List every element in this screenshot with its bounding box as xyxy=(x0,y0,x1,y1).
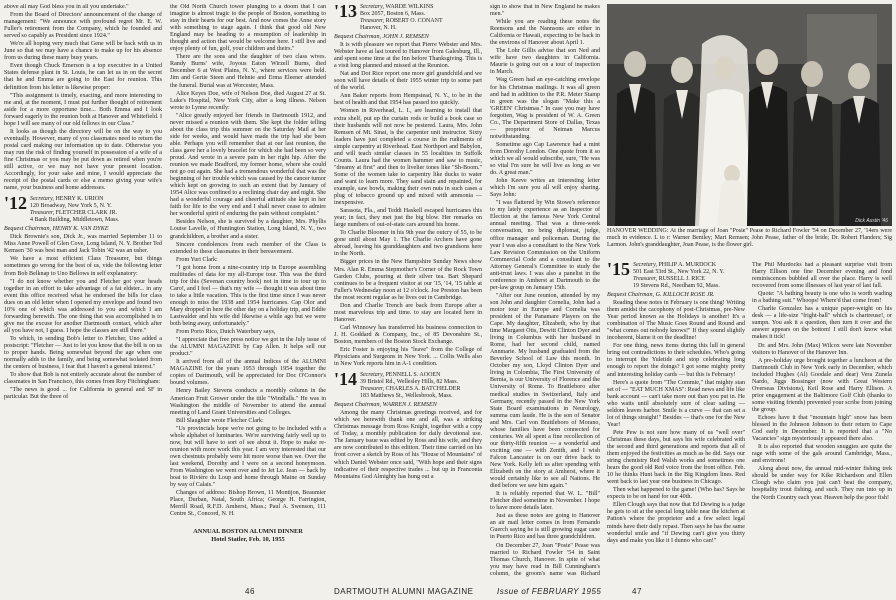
paragraph: It is also reported that wooden snuggies are quite the rage with some of the gals around Cambridge, Mass., and environs! xyxy=(752,444,892,465)
paragraph: "Alice greatly enjoyed her friends in Dartmouth 1912, and never missed a reunion with them. She kept the folder telling about the class trip this summer on the Saturday Mail at her side for weeks, and would have made the trip had she been able. Perhaps you will remember that at our last reunion, the class gave her a lovely bracelet for which she had been so very proud. And wrote in a severe pain in her right hip. After the reunion we made Bradford, my former home, where she could not go out again. She had a tremendous wonderful that was the beginning of her trouble which was caused by the cancer tumor which kept on growing to such an extent that by January of 1954 Alice was confined to a reclining chair day and night. She had a wonderful courage and cheerful attitude she kept in her faith for life to the very end and I shall never cease to admire her wonderful spirit of enduring the pain without complaint." xyxy=(170,112,326,218)
paragraph: "Us provincials hope we're not going to be included with a whole alphabet of luminaries. We're surviving fairly well up to now, but will have to sort of see about it. Hope to make re-reunion with more work this year. I am very interested that our own chestnuts probably were hit more worse than we. Over the last weekend, Dorothy and I were on a second honeymoon. From Washington we went over and to Jet Le. Jean — back by boat to Rivière du Loup and home through Maine on Sunday by way of Calais." xyxy=(170,425,326,489)
paragraph: It is with pleasure we report that Pierre Webster and Mrs. Webster have at last toured to Hanover from Galesburg, Ill., and spent some time at the Inn before Thanksgiving. This is a visit long planned and missed at the Reunion. xyxy=(334,42,482,70)
paragraph: Charlie Gonzalez has a unique paper-weight on his desk — a life-size "fright-ball" which is chartreuse!, or sumpn. You ask it a question, then turn it over and the answer appears on the bottom! I still don't know what makes it tick! xyxy=(752,306,892,341)
paragraph: From the Board of Directors' announcement of the change of management: "We announce with profound regret Mr. E. W. Fuller's retirement from the Company, which he founded and served so capably as President since 1924." xyxy=(4,12,162,40)
column-5 xyxy=(607,262,745,578)
paragraph: Sometime ago Cap Lawrence had a mint from Dorothy London. One quote from it so which we all would subscribe, sure, "He was so vital I'm sure he will live as long as we do. A great man." xyxy=(490,141,600,177)
bequest-chairman: Bequest Chairman, HENRY K. VAN DYKE xyxy=(4,226,109,233)
paragraph: Changes of address: Bishop Brown, 11 Montijon, Beaumier Place, Durban, Natal, South Africa; George H. Farrington, Merrill Road, R.F.D. Amherst, Mass.; Paul A. Swenson, 111 Centre St., Concord, N. H. xyxy=(170,490,326,518)
bequest-chairman: Bequest Chairman, JOHN J. REMSEN xyxy=(334,34,429,40)
paragraph: It looks as though the directory will be on the way to you eventually. However, many of you classmates need to return the postal card making our information up to date. Otherwise you may run the risk of finding yourself in possession of a wife of a fine Christmas or you may be put down as retired when you're still active, or we may not have your present location. Accordingly, for your sake and mine, I would appreciate the receipt of the postal cards or else a memo giving your wife's name, your business and home addresses. xyxy=(4,128,162,192)
column-2 xyxy=(170,4,326,578)
paragraph: "The news is good ... for California in general and SF in particular. But the three of xyxy=(4,387,162,401)
paragraph: Ann Baker reports from Hempstead, N. Y., to be in the best of health and that 1954 has passed too quickly. xyxy=(334,93,482,107)
paragraph: The Lohr Gillis advise that son Ned and wife have two daughters in California. Maurie is going out on a tour of inspection in March. xyxy=(490,48,600,76)
column-4 xyxy=(490,4,600,578)
paragraph: We have a most efficient Class Treasurer, but things sometimes go wrong for the best of us, vide the following letter from Bob Belknap to Uno Bellows in self explanatory: xyxy=(4,256,162,277)
wedding-photo xyxy=(607,4,892,226)
paragraph: Nat and Dot Rice report one more girl grandchild and we soon will have details of their 1955 winter trip to some part of the world. xyxy=(334,71,482,92)
paragraph: Quote: "A bathing beauty is one who is worth wading in a bathing suit." Whoops! Where'd that come from! xyxy=(752,291,892,305)
paragraph: John Keeve writes an interesting letter which I'm sure you all will enjoy sharing. Says John: xyxy=(490,178,600,199)
paragraph: It arrived from all of the annual Indices of the ALUMNI MAGAZINE for the years 1953 through 1954 together the copies of Dartmouth, will be appreciated for Doc O'Connor's bound volumes. xyxy=(170,359,326,387)
bequest-chairman: Bequest Chairman, G. KILLOCH ROSE JR. xyxy=(607,292,715,298)
paragraph: Among the many Christmas greetings received, and for which we herewith thank one and all, was a striking Christmas message from Ross Knight, together with a copy of Today, a monthly publication for daily devotional use. The January issue was edited by Ross and his wife, and they are now contributed to this edition. Their time carried on his front cover a sketch by Ross of his "House of Mountains" of which Daniel Webster once said, "With hope and their signs indicative of their respective trades ... but up in Franconia Mountains God Almighty has hung out a xyxy=(334,410,482,480)
paragraph: Dr. and Mrs. John (Max) Wilcox were late November visitors to Hanover of the Hanover Inn. xyxy=(752,342,892,356)
paragraph: There are the sons and the daughter of two class wives. Randy Burns' wife, Joyous Eaton Wirzell Burns, died December 6 at West Plains, N. Y., where services were held. Jim and Gertie Steen and Hehnie and Erma Eleener attended the funeral. Burial was at Worcester, Mass. xyxy=(170,54,326,89)
paragraph: From Yuri Clark: xyxy=(176,256,218,263)
paragraph: Women in Riverhead, L. I., are learning to install that extra shelf, put up the curtain rods or build a book case so their husbands will not now be pestered. Laura, Mrs. John Remsen of Mt. Sinai, is the carpenter unit instructor. Sixty leaders have just completed a course in the rudiments of simple carpentry at Riverhead. East Northport and Babylon, and will teach similar classes in 55 localities in Suffolk Counts. Laura had the women hammer and saw to music, "dreamy at first" and then to livelier tones like "Sh-Boom." Some of the women take to carpentry like ducks to water and want to learn more. They sand stain and repainted, for example, saw bowls, making their own nuts in such cases a plug of tobacco ground up and mixed with ammonia — inexpensive. xyxy=(334,108,482,207)
paragraph: Besides Nelson, she is survived by a daughter, Mrs. Phyllis Louise Lavelle, of Huntington Station, Long Island, N. Y., two grandchildren, a brother and a sister. xyxy=(170,219,326,240)
page-number-right: 47 xyxy=(632,587,642,596)
paragraph: sign to show that in New England he makes men." xyxy=(490,4,600,18)
class-number: '14 xyxy=(334,369,358,390)
paragraph: We're all hoping very much that Gene will be back with us in June so that we may have a chance to make up for his absence from us during these many busy years. xyxy=(4,41,162,62)
paragraph: "This assignment is timely, exacting, and more interesting to me and, at the moment, I must put further thought of retirement aside for a more opportune time... Both Emma and I look forward eagerly to the reunion both at Hanover and Whitefield. I hope I will see many of our old fellows in our Class." xyxy=(4,92,162,127)
paragraph: To Charlie Bloomer in his 9th year the outcry of 55, to be gone until about May 1. The Charlie Archers have gone abroad, leaving his granddaughters and two grandsons here in the North. xyxy=(334,230,482,258)
paragraph: Here's a quote from "The Commie," that mighty stan set of — "EAT MUCH XMAS": Read news and life like bank account — can't take more out than you put in. He who waits until absolutely sure of clear sailing — seldom leaves harbor. Smile is a curve — that can set a lot of things straight!" Besides — that's one for the New Year! xyxy=(607,379,745,428)
paragraph: "I do not know whether you and Fletcher got your heads together in an effort to take advantage of a fat eldster... in any event this office received what he endorsed the bills for class dues on an old letter when I opened my envelope and found two 10% one of which was addressed to you and which I am forwarding herewith. The one thing that was accomplished is to give me the excuse for another Dartmouth contact, which after all you have not, I guess. I hope the classes are still there." xyxy=(4,278,162,334)
paragraph: Just as these notes are going to Hanover an air mail letter comes in from Fernando Guerch saying he is still growing sugar cane in Puerto Rico and has three grandchildren. xyxy=(490,513,600,541)
paragraph: Sincere condolences from each member of the Class is extended to these classmates in their bereavement. xyxy=(170,241,326,255)
paragraph: Even though Chuck Emerson is a top executive in a United States defense plant in St. Louis, he can let us in on the secret that he and Emma are going to the East for reunion. This definition from his letter is likewise proper: xyxy=(4,63,162,91)
paragraph: From Porto Rico, Dutch Waterbury says, xyxy=(176,329,276,336)
paragraph: Wag Green had an eye-catching envelope for his Christmas mailings. It was all green and had in addition to the P.R. Meter Stamp in green was the slogan "Make this a 'GREEN' Christmas." In case you may have forgotten, Wag is president of W. A. Green Co., The Department Store of Dallas, Texas — proprietor of Neiman Marcus notwithstanding. xyxy=(490,77,600,140)
paragraph: above all may God bless you in all you undertake." xyxy=(4,4,129,10)
column-1 xyxy=(4,4,162,578)
photo-credit: Dick Austin '46 xyxy=(855,218,888,224)
paragraph: Eric Foster is enjoying his "leave" from the College of Physicians and Surgeons in New York. ... Collis Wells also in New York reports him in A-1 condition. xyxy=(334,347,482,368)
paragraph: "I appreciate that free press notice we got in the July issue of the ALUMNI MAGAZINE by Cap Allen. It helps sell our product." xyxy=(170,337,326,358)
paragraph: To show that Bob is not entirely accurate about the number of classmates in San Francisco, this comes from Roy Fitchingham: xyxy=(4,372,162,386)
column-3 xyxy=(334,4,482,578)
paragraph: While you are reading these notes the Reensons and the Nannsons are either in California or Hawaii, expecting to be back in the environs of Hanover about April 1. xyxy=(490,19,600,47)
paragraph: Sarasota, Fla., and Teddi Haskell escaped hurricanes this year; in fact, they met just the big blow. Her remarks on large numbers of out-of-state cars around his home. xyxy=(334,208,482,229)
paragraph: Bigger prices in the New Hampshire Sunday News show Mrs. Alan R. Emma Stepmother's Corner of the Rock Town Garden Clubs, pouring at their silver tea. Bart Shepard continues to be a frequent visitor at our '15, '14, '15 table at Fuller's Wednesday noon at 12 o'clock. Joe Preston has been the most recent regular as he lives out in Cambridge. xyxy=(334,259,482,301)
dinner-notice: ANNUAL BOSTON ALUMNI DINNER Hotel Statler, Feb. 10, 1955 xyxy=(193,528,303,543)
paragraph: On December 27, Joan "Posie" Pease was married to Richard Fowler '54 in Saint Thomas Church, Hanover. In spite of what you may have read in Bill Cunningham's column, the groom's name was Richard xyxy=(490,542,600,577)
class-heading-12 xyxy=(4,193,162,224)
class-officers: Secretary, PHILIP A. MURDOCK 501 East 53rd St., New York 22, N. Y. Treasurer, RUSSELL J. RICE 19 Stevens Rd., Needham 92, Mass. xyxy=(633,262,725,289)
class-number: '12 xyxy=(4,193,28,214)
paragraph: Bill Slaughter wrote Fletcher Clark: xyxy=(176,417,264,424)
paragraph: Carl Winnowy has transferred his business connection to J. H. Goddard & Company, Inc., of 85 Devonshire St., Boston, members of the Boston Stock Exchange. xyxy=(334,324,482,345)
paragraph: "I got home from a nine-country trip in Europe assembling multitudes of data for my all-Europe tour. This was the third trip for this (Sevenan country book) not in time to tour up to Caro!, and I feel — that's my wife — thought it was about time to take a little vacation. This is the first time since I was never enough to miss the 1938 and 1954 hurricanes. Cap Olor and Mary dropped in here the other day on a holiday trip, and Eddie Lastwalder and his wife did likewise a while ago but we were both being away, unfortunately." xyxy=(170,264,326,328)
photo-caption: HANOVER WEDDING: At the marriage of Joan "Posie" Pease to Richard Fowler '54 on December 27, '14ers were much in evidence. L to r: Warner Bentley; Mart Remsen; John Pease, father of the bride; Dr. Robert Flanders; Sig Larmon. John's granddaughter, Joan Pease, is the flower girl. xyxy=(607,228,892,248)
paragraph: Don and Charlie Trench are back from Europe after a most marvelous trip and time. to stay are located here in Hanover. xyxy=(334,302,482,323)
paragraph: For one thing, news items during this lull in general bring out contradictions to their schedules. Who's going to interrupt the Yuletide and stop celebrating long enough to report the doings? I got some mighty pretty and interesting holiday cards — but this is February! xyxy=(607,343,745,378)
paragraph: Pete Pew is not sure how many of us "well over" Christmas these days, but says his wife celebrated with the second and third generations and reports that all of them enjoyed the festivities as much as he did. Says our string chemistry Red Walsh works and sometimes one hears the good old Red voice from the front office. Feb. 10 he thinks Hunt back in the Big Kingdom lines. Red went back to last year one business in Chicago. xyxy=(607,429,745,486)
class-heading-15 xyxy=(607,262,745,290)
paragraph: Ellen Clough says that now that Ed Dewing is a judge he gets to sit at the special long table near the kitchen at Patton's where the proprietor and a few select legal minds have their daily repast. Then says he has the same wonderful smile and "if Dewing can't give you thirty days and make you like it I dunno who can!" xyxy=(607,502,745,544)
paragraph: It is reliably reported that W. L. "Bill" Fletcher died sometime in November. I hope to have more details later. xyxy=(490,491,600,512)
paragraph: Henry Bailey Stevens conducts a monthly column in the American Fruit Grower under the title "Windfalls." He was in Washington the middle of November to attend the annual meeting of Land Grant Universities and Colleges. xyxy=(170,388,326,416)
paragraph: Echoes have it that "mountain high" snow has been blessed in the Johnson Johnson to their return to Cape Cod early in December. It is reported that a "No Vacancies" sign mysteriously appeared there also. xyxy=(752,414,892,443)
magazine-title: DARTMOUTH ALUMNI MAGAZINE xyxy=(334,587,474,596)
class-heading-13 xyxy=(334,4,482,32)
paragraph: the Old North Church tower plunging to a doom that I can imagine is almost tragic to the people of Boston, something to stay in their hearts for our best. And now comes the Anne story with something to stage again. I think that good old New England may be heading to a resumption of leadership in thought and action that would be welcome here. I still live and enjoy plenty of fun, golf, your children and theirs." xyxy=(170,4,326,53)
class-officers: Secretary, PENNELL S. AOOEN 39 Bristol Rd., Wellesley Hills, 82 Mass. Treasurer, CHARLES A. BATCHELDER 183 Matthews St., Wellesbrook, Mass. xyxy=(360,372,461,400)
paragraph: A pre-holiday urge brought together a luncheon at the Dartmouth Club in New York early in December, which included Hughes (Al) Goodale and dear) Vera Zunela Nardo, Jiggs Bossinger (now with Great Western Overseas Divisions), Keil Rose and Harry Ellison. A prior engagement at the Baltimore Golf Club (thanks to some visiting friends) prevented your scribe from joining the group. xyxy=(752,357,892,413)
paragraph: "I was flattered by Win Stowe's reference to my lately experience as an Inspector of Election at the famous New York Central annual meeting. That was a three-week conversation, no being diplomat, judge, office manager and policeman. During the year I was also a consultant to the New York Law Revision Commission on the Uniform Commercial Code and a consultant to the Attorney General's Committee to study the anti-trust laws. I was also a panelist in the conference in Amherst at Dartmouth to the per-law group on January 15th. xyxy=(490,200,600,291)
issue-date: Issue of FEBRUARY 1955 xyxy=(497,587,602,596)
paragraph: Reading these notes in February is one thing! Writing them amidst the cacophony of post-Christmas, pre-New Year period known as the Holidays is another! It's a combination of The Music Goes Round and Round and "what comes out nobody knows!" If they sound slightly incoherent, blame it on the deadline! xyxy=(607,300,745,342)
wedding-photo-illustration xyxy=(607,4,892,226)
paragraph: Then what happened to the game! (Who has? Says he expects to be on hand for our 40th. xyxy=(607,487,745,501)
class-number: '15 xyxy=(607,262,631,279)
class-heading-14 xyxy=(334,369,482,400)
paragraph: "After our June reunion, attended by my son John and daughter Cornelia, John had a motor tour in Europe and Cornelia was president of the Panamare Players on the Cape. My daughter, Elizabeth, who by that time Margaret Otis, Dewitt Clinton Dyer and living in Columbus with her husband in Rome, had her second child, named Annmarie. My husband graduated from the Beverley School of Law this month. In October my son, Lloyd Clinton Dyer and living in Colombia, The First University of Bernia, is our University of Florence and the University of Rome. To Brattleboro after medical studies in Switzerland, Italy and Germany, recently passed in the New York State Board examinations in Neurology, summa cum laude. He is the son of Senator and Mrs. Carl von Brattleboro of Morano, whose families have been connected for centuries. We all spent a fine recollection of our thirty-fifth reunion — a wonderful and exciting one — with Zenith, and I wish Falcon Lancaster is on our drive back to New York. Kelly left us after spending with Elizabeth on the story at Amherst, where it would certainly like to see all Nations. He died before we saw him again." xyxy=(490,292,600,490)
paragraph: Alice Keyes Doe, wife of Nelson Doe, died August 27 at St. Luke's Hospital, New York City, after a long illness. Nelson wrote to Lynne recently: xyxy=(170,90,326,111)
bequest-chairman: Bequest Chairman, WARREN J. REMSEN xyxy=(334,402,437,409)
page-number-left: 46 xyxy=(245,587,255,596)
paragraph: To which, in sending Bob's letter to Fletcher, Uno added a postscript: "Fletcher — Just to let you know that the bill is on us to proper hands. Being somewhat beyond the age when one normally adds to the family, and being somewhat isolated from the centers of business, I fear that I haven't a general interest." xyxy=(4,335,162,371)
class-number: '13 xyxy=(334,4,358,21)
paragraph: The Phil Murdocks had a pleasant surprise visit from Harry Ellison one fine December evening and fond reminiscences bubbled all over the place. Harry is well recovered from some illnesses of last year of last fall. xyxy=(752,262,892,290)
column-6 xyxy=(752,262,892,578)
class-officers: Secretary, WARDE WILKINS Box 2057, Boston 6, Mass. Treasurer, ROBERT O. CONANT Hanover, N. H. xyxy=(360,4,443,31)
paragraph: Dick Brownie's son, Dick Jr., was married September 11 to Miss Anne Powell of Glen Cove, Long Island, N. Y. Brother Ted Kemsen '30 was best man and Jack Tobin '42 was an usher. xyxy=(4,234,162,255)
paragraph: Along about now, the annual mid-winter fishing trek should be under way for Kike Richardson and Ellen Clough who claim you just can't beat the company, hospitality trout fishing, and such. They run into up in the North Country each year. Heaven help the poor fish! xyxy=(752,466,892,501)
class-officers: Secretary, HENRY K. URION 120 Broadway, New York 5, N. Y. Treasurer, FLETCHER CLARK JR. 4 Bank Building, Middletown, Mass. xyxy=(30,196,120,224)
